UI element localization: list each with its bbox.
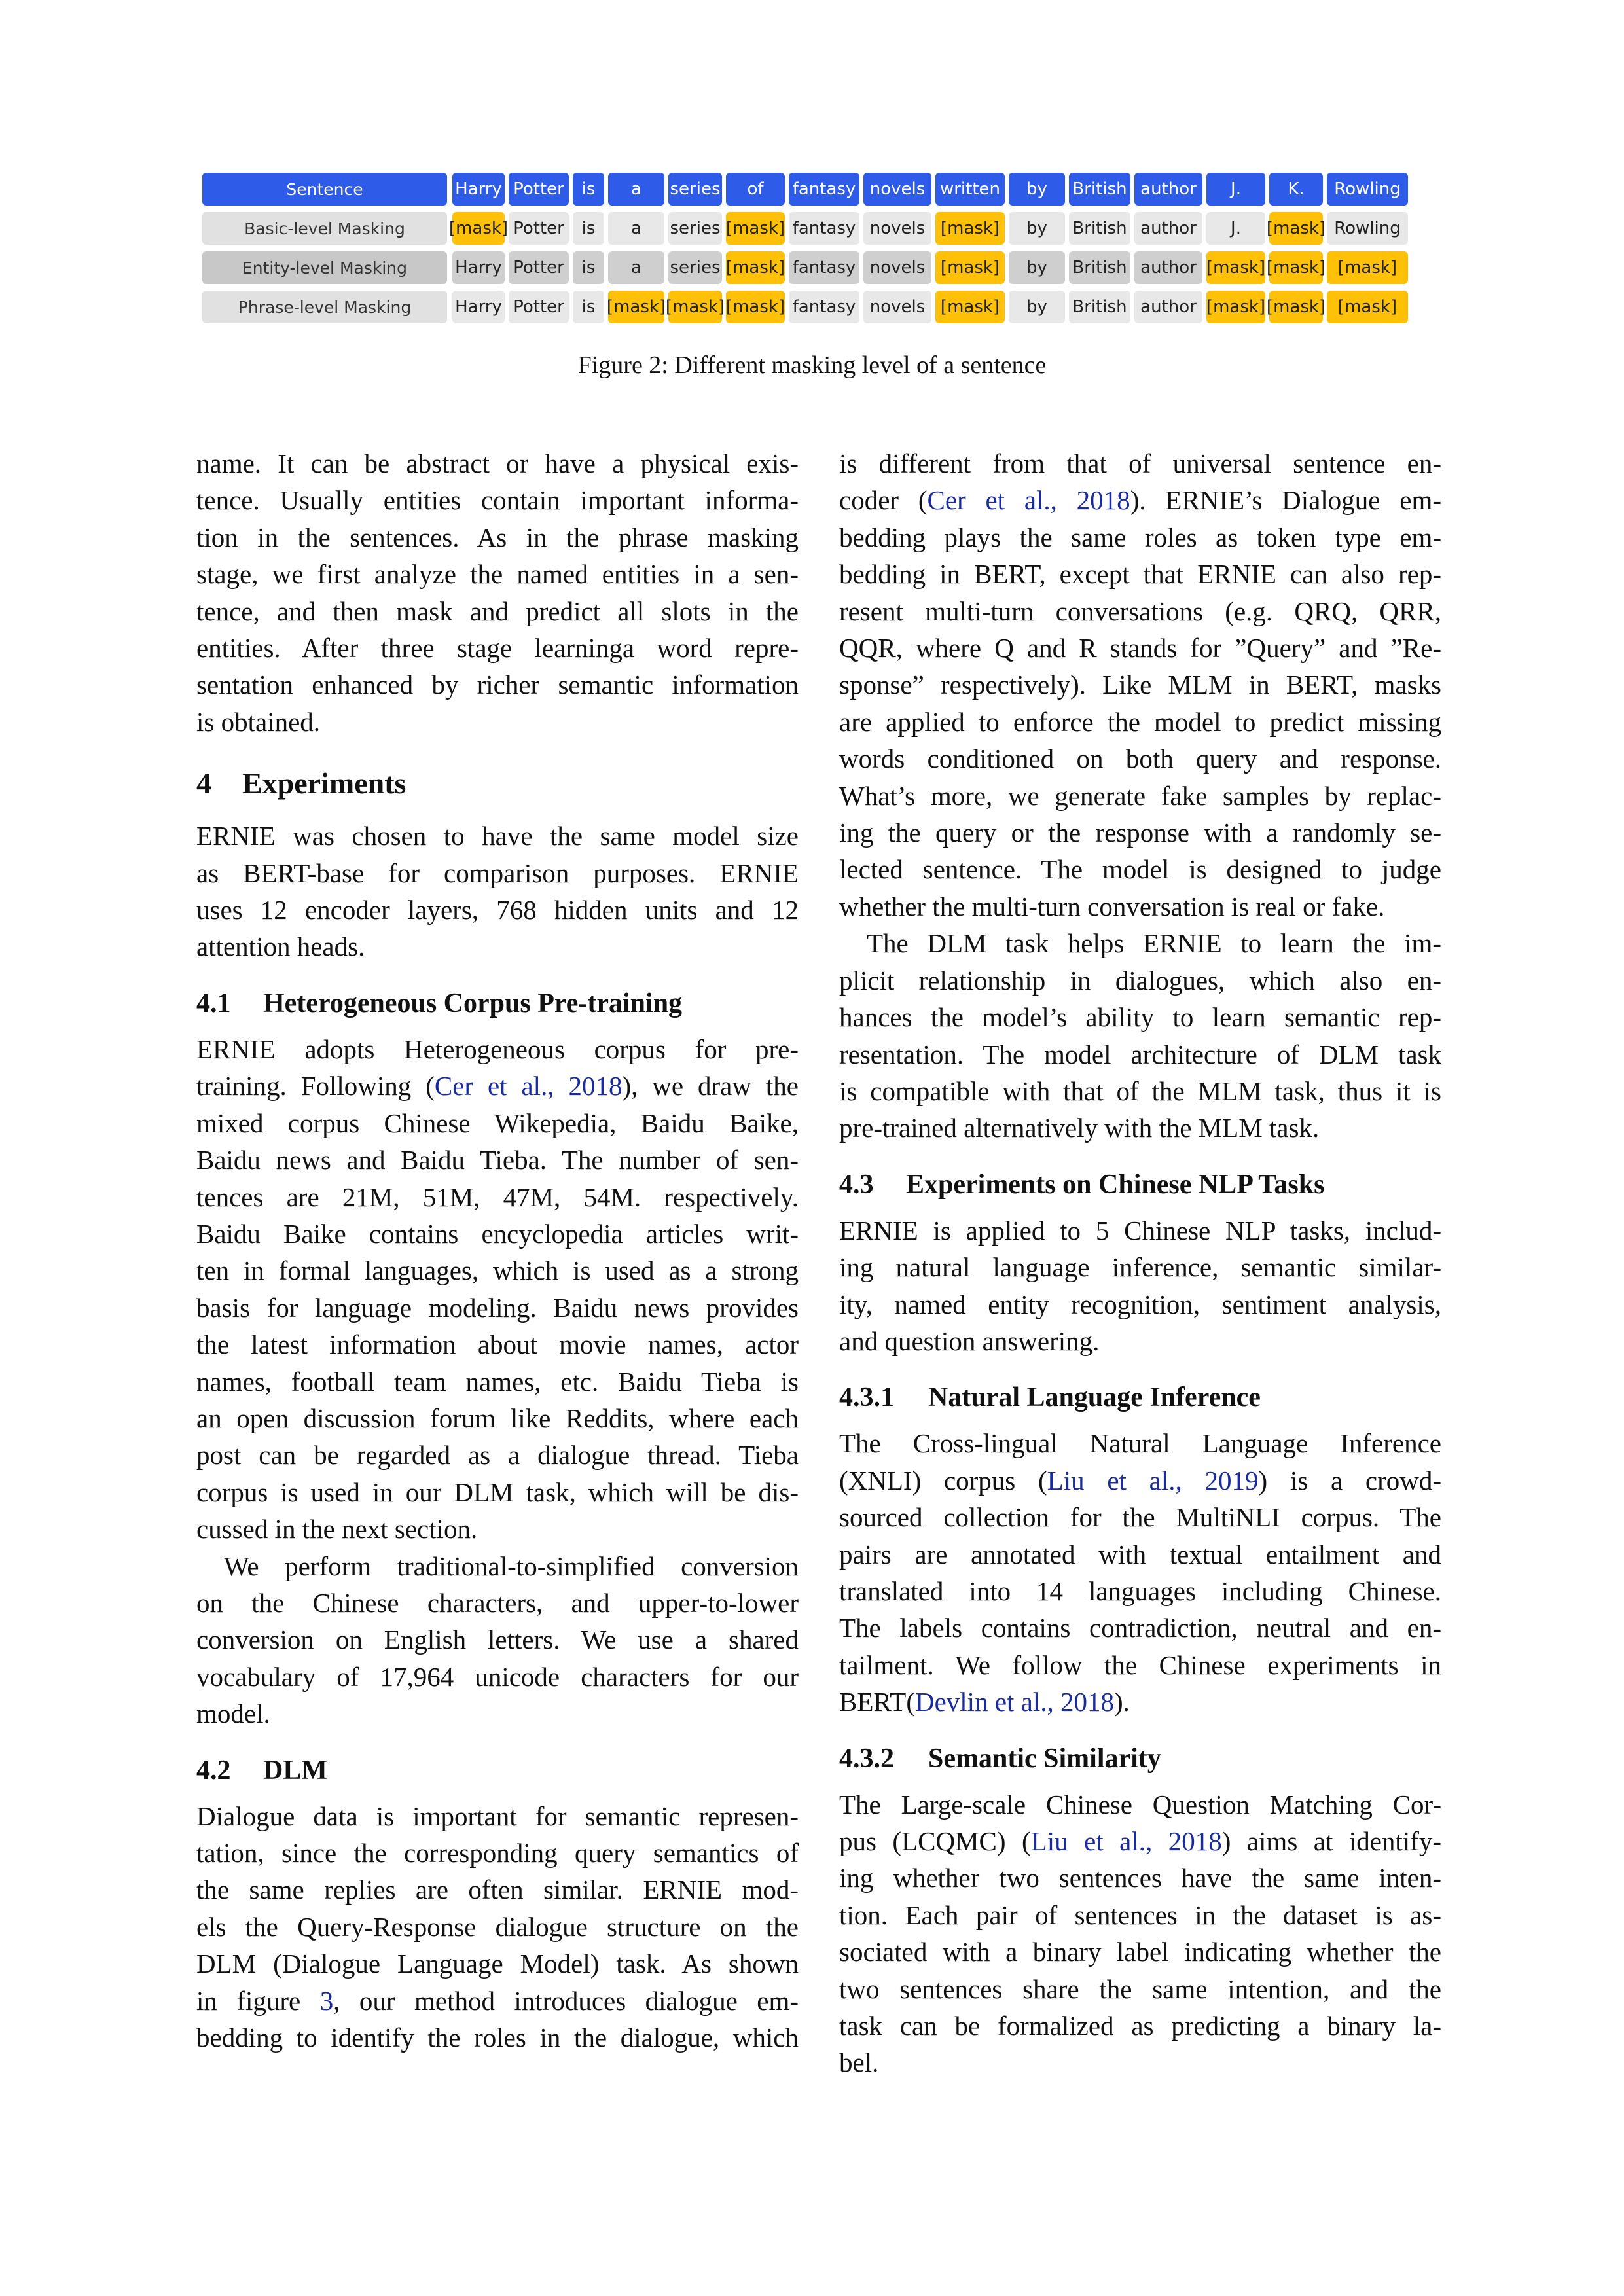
masked-token: [mask] <box>1327 251 1408 284</box>
text-line: the latest information about movie names, actor <box>196 1329 799 1360</box>
row-label: Basic-level Masking <box>202 212 447 245</box>
word-token: K. <box>1269 173 1323 206</box>
text-line: pre-trained alternatively with the MLM task. <box>839 1113 1320 1143</box>
text-line: on the Chinese characters, and upper-to-lower <box>196 1587 799 1618</box>
paragraph-corpus: ERNIE adopts Heterogeneous corpus for pre- training. Following (Cer et al., 2018), we draw the mixed corpus Chinese Wikepedia, Baidu Baike, Baidu news and Baidu Tieba. The number of sen- tences are 21M, 51M, 47M, 54M. respectively. Baidu Baike contains encyclopedia articles writ- ten in formal languages, which is used as a strong basis for language modeling. Baidu news provides the latest information about movie names, actor names, football team names, etc. Baidu Tieba is an open discussion forum like Reddits, where each post can be regarded as a dialogue thread. Tieba corpus is used in our DLM task, which will be dis- cussed in the next section. <box>196 1031 799 1548</box>
word-token: Rowling <box>1327 173 1408 206</box>
masking-row <box>202 251 1434 284</box>
text-line: are applied to enforce the model to predict missing <box>839 706 1441 737</box>
text-line: tence, and then mask and predict all slots in the <box>196 596 799 626</box>
citation-link[interactable]: Cer et al., 2018 <box>434 1071 623 1102</box>
masking-row <box>202 291 1434 323</box>
word-token: fantasy <box>789 291 859 323</box>
word-token: novels <box>863 291 931 323</box>
word-token: novels <box>863 173 931 206</box>
text-line: tailment. We follow the Chinese experiments in <box>839 1649 1441 1680</box>
word-token: by <box>1009 291 1065 323</box>
right-column <box>839 445 1441 2081</box>
word-token: fantasy <box>789 173 859 206</box>
word-token: author <box>1134 291 1202 323</box>
text-line: vocabulary of 17,964 unicode characters for our <box>196 1661 799 1692</box>
paragraph-xnli: The Cross-lingual Natural Language Inference (XNLI) corpus (Liu et al., 2019) is a crowd- sourced collection for the MultiNLI corpus. The pairs are annotated with textual entailment and translated into 14 languages including Chinese. The labels contains contradiction, neutral and en- tailment. We follow the Chinese experiments in BERT(Devlin et al., 2018). <box>839 1428 1441 1717</box>
word-token: is <box>573 212 604 245</box>
word-token: a <box>608 251 664 284</box>
subsubsection-heading-semantic-similarity: 4.3.2 Semantic Similarity <box>839 1743 1161 1774</box>
word-token: Harry <box>452 173 505 206</box>
word-token: author <box>1134 212 1202 245</box>
word-token: fantasy <box>789 251 859 284</box>
figure-caption: Figure 2: Different masking level of a sentence <box>577 351 1047 379</box>
text-line: corpus is used in our DLM task, which will be dis- <box>196 1477 799 1507</box>
citation-link[interactable]: Cer et al., 2018 <box>927 485 1130 516</box>
text-line: Baidu news and Baidu Tieba. The number of sen- <box>196 1145 799 1175</box>
text-line: conversion on English letters. We use a shared <box>196 1624 799 1655</box>
word-token: is <box>573 291 604 323</box>
subsection-heading-corpus: 4.1 Heterogeneous Corpus Pre-training <box>196 988 683 1018</box>
text-line: is compatible with that of the MLM task, thus it is <box>839 1075 1441 1106</box>
text-line: ten in formal languages, which is used as a strong <box>196 1255 799 1286</box>
text-line: tence. Usually entities contain important informa- <box>196 485 799 516</box>
masked-token: [mask] <box>452 212 505 245</box>
masking-row <box>202 173 1434 206</box>
masked-token: [mask] <box>935 212 1005 245</box>
paragraph-dialogue-embedding: is different from that of universal sentence en- coder (Cer et al., 2018). ERNIE’s Dialogue em- bedding plays the same roles as token type em- bedding in BERT, except that ERNIE can also rep- resent multi-turn conversations (e.g. QRQ, QRR, QQR, where Q and R stands for ”Query” and ”Re- sponse” respectively). Like MLM in BERT, masks are applied to enforce the model to predict missing words conditioned on both query and response. What’s more, we generate fake samples by replac- ing the query or the response with a randomly se- lected sentence. The model is designed to judge whether the multi-turn conversation is real or fake. <box>839 445 1441 925</box>
text-line: bel. <box>839 2047 879 2078</box>
text-line: lected sentence. The model is designed to judge <box>839 854 1441 885</box>
row-label: Phrase-level Masking <box>202 291 447 323</box>
word-token: fantasy <box>789 212 859 245</box>
word-token: by <box>1009 173 1065 206</box>
word-token: J. <box>1206 212 1265 245</box>
text-line: model. <box>196 1698 270 1729</box>
text-line: bedding plays the same roles as token type em- <box>839 522 1441 552</box>
text-line: ity, named entity recognition, sentiment analysis, <box>839 1289 1441 1319</box>
text-line: task can be formalized as predicting a binary la- <box>839 2011 1441 2041</box>
text-line: plicit relationship in dialogues, which also en- <box>839 965 1441 996</box>
masked-token: [mask] <box>935 251 1005 284</box>
word-token: Harry <box>452 251 505 284</box>
citation-link[interactable]: Liu et al., 2019 <box>1047 1465 1259 1496</box>
word-token: British <box>1069 212 1130 245</box>
text-line: tation, since the corresponding query semantics of <box>196 1838 799 1868</box>
text-line: sentation enhanced by richer semantic information <box>196 670 799 700</box>
masked-token: [mask] <box>726 251 785 284</box>
word-token: Potter <box>509 173 569 206</box>
paragraph-model-size <box>196 817 799 965</box>
word-token: novels <box>863 251 931 284</box>
masked-token: [mask] <box>1206 251 1265 284</box>
text-line: is obtained. <box>196 706 321 737</box>
text-line: post can be regarded as a dialogue thread. Tieba <box>196 1440 799 1471</box>
masked-token: [mask] <box>1269 212 1323 245</box>
text-line: els the Query-Response dialogue structure on the <box>196 1911 799 1942</box>
text-line: mixed corpus Chinese Wikepedia, Baidu Baike, <box>196 1107 799 1138</box>
word-token: J. <box>1206 173 1265 206</box>
masking-figure <box>202 173 1434 330</box>
word-token: Potter <box>509 291 569 323</box>
text-line: resentation. The model architecture of DLM task <box>839 1039 1441 1069</box>
text-line: ing natural language inference, semantic similar- <box>839 1252 1441 1283</box>
citation-link[interactable]: Devlin et al., 2018 <box>914 1687 1115 1717</box>
masked-token: [mask] <box>1269 251 1323 284</box>
text-line: translated into 14 languages including Chinese. <box>839 1575 1441 1606</box>
text-line: the same replies are often similar. ERNIE mod- <box>196 1874 799 1905</box>
row-label: Entity-level Masking <box>202 251 447 284</box>
text-line: two sentences share the same intention, and the <box>839 1973 1441 2004</box>
text-line: resent multi-turn conversations (e.g. QRQ, QRR, <box>839 596 1441 626</box>
masked-token: [mask] <box>1206 291 1265 323</box>
text-line: whether the multi-turn conversation is real or fake. <box>839 891 1385 922</box>
text-line: ing whether two sentences have the same inten- <box>839 1863 1441 1893</box>
word-token: British <box>1069 173 1130 206</box>
text-line: ERNIE is applied to 5 Chinese NLP tasks, includ- <box>839 1215 1441 1246</box>
text-line: attention heads. <box>196 931 365 962</box>
text-line: tences are 21M, 51M, 47M, 54M. respectively. <box>196 1181 799 1212</box>
subsection-heading-chinese-nlp: 4.3 Experiments on Chinese NLP Tasks <box>839 1169 1325 1200</box>
word-token: Potter <box>509 251 569 284</box>
word-token: a <box>608 173 664 206</box>
text-line: stage, we first analyze the named entities in a sen- <box>196 559 799 590</box>
word-token: British <box>1069 291 1130 323</box>
text-line: entities. After three stage learninga word repre- <box>196 633 799 664</box>
masked-token: [mask] <box>608 291 664 323</box>
word-token: series <box>668 173 722 206</box>
word-token: of <box>726 173 785 206</box>
word-token: author <box>1134 251 1202 284</box>
text-line: Baidu Baike contains encyclopedia articles writ- <box>196 1218 799 1249</box>
text-line: names, football team names, etc. Baidu Tieba is <box>196 1366 799 1397</box>
masked-token: [mask] <box>668 291 722 323</box>
paragraph-dlm-task <box>839 925 1441 1146</box>
masked-token: [mask] <box>1269 291 1323 323</box>
masked-token: [mask] <box>726 212 785 245</box>
word-token: a <box>608 212 664 245</box>
word-token: series <box>668 251 722 284</box>
word-token: author <box>1134 173 1202 206</box>
text-line: hances the model’s ability to learn semantic rep- <box>839 1002 1441 1033</box>
text-line: as BERT-base for comparison purposes. ERNIE <box>196 857 799 888</box>
text-line: tion. Each pair of sentences in the dataset is as- <box>839 1899 1441 1930</box>
text-line: words conditioned on both query and response. <box>839 744 1441 774</box>
citation-link[interactable]: Liu et al., 2018 <box>1030 1826 1222 1856</box>
text-line: pairs are annotated with textual entailment and <box>839 1539 1441 1570</box>
text-line: QQR, where Q and R stands for ”Query” and ”Re- <box>839 633 1441 664</box>
word-token: is <box>573 173 604 206</box>
word-token: novels <box>863 212 931 245</box>
left-column <box>196 445 799 2056</box>
masked-token: [mask] <box>1327 291 1408 323</box>
word-token: by <box>1009 251 1065 284</box>
word-token: Potter <box>509 212 569 245</box>
word-token: Rowling <box>1327 212 1408 245</box>
subsubsection-heading-nli: 4.3.1 Natural Language Inference <box>839 1382 1261 1413</box>
text-line: an open discussion forum like Reddits, where each <box>196 1403 799 1433</box>
text-line: The labels contains contradiction, neutral and en- <box>839 1613 1441 1643</box>
text-line: cussed in the next section. <box>196 1514 478 1545</box>
masked-token: [mask] <box>726 291 785 323</box>
text-line: ERNIE was chosen to have the same model size <box>196 821 799 852</box>
paragraph-conversion <box>196 1548 799 1732</box>
section-heading-experiments: 4 Experiments <box>196 766 406 800</box>
text-line: basis for language modeling. Baidu news provides <box>196 1292 799 1323</box>
word-token: by <box>1009 212 1065 245</box>
word-token: British <box>1069 251 1130 284</box>
word-token: Harry <box>452 291 505 323</box>
masking-row <box>202 212 1434 245</box>
text-line: uses 12 encoder layers, 768 hidden units and 12 <box>196 895 799 925</box>
figure-reference-link[interactable]: 3 <box>319 1985 334 2016</box>
text-line: sponse” respectively). Like MLM in BERT, masks <box>839 670 1441 700</box>
masked-token: [mask] <box>935 291 1005 323</box>
word-token: series <box>668 212 722 245</box>
text-line: The DLM task helps ERNIE to learn the im- <box>867 928 1441 959</box>
paragraph-entity-masking <box>196 445 799 740</box>
text-line: and question answering. <box>839 1325 1100 1356</box>
word-token: written <box>935 173 1005 206</box>
text-line: tion in the sentences. As in the phrase masking <box>196 522 799 552</box>
text-line: What’s more, we generate fake samples by replac- <box>839 780 1441 811</box>
text-line: ing the query or the response with a randomly se- <box>839 817 1441 848</box>
paragraph-lcqmc: The Large-scale Chinese Question Matching Cor- pus (LCQMC) (Liu et al., 2018) aims at identify- ing whether two sentences have the same inten- tion. Each pair of sentences in the dataset is as- sociated with a binary label indicating whether the two sentences share the same intention, and the task can be formalized as predicting a binary la- bel. <box>839 1786 1441 2081</box>
paragraph-dialogue: Dialogue data is important for semantic represen- tation, since the corresponding query semantics of the same replies are often similar. ERNIE mod- els the Query-Response dialogue structure on the DLM (Dialogue Language Model) task. As shown in figure 3, our method introduces dialogue em- bedding to identify the roles in the dialogue, which <box>196 1798 799 2056</box>
text-line: sourced collection for the MultiNLI corpus. The <box>839 1502 1441 1533</box>
text-line: sociated with a binary label indicating whether the <box>839 1937 1441 1967</box>
text-line: We perform traditional-to-simplified conversion <box>224 1551 799 1581</box>
text-line: bedding in BERT, except that ERNIE can also rep- <box>839 559 1441 590</box>
word-token: is <box>573 251 604 284</box>
subsection-heading-dlm: 4.2 DLM <box>196 1755 327 1785</box>
row-label: Sentence <box>202 173 447 206</box>
paragraph-nlp-tasks <box>839 1212 1441 1360</box>
text-line: name. It can be abstract or have a physical exis- <box>196 448 799 478</box>
text-line: DLM (Dialogue Language Model) task. As shown <box>196 1948 799 1979</box>
text-line: Dialogue data is important for semantic represen- <box>196 1801 799 1831</box>
